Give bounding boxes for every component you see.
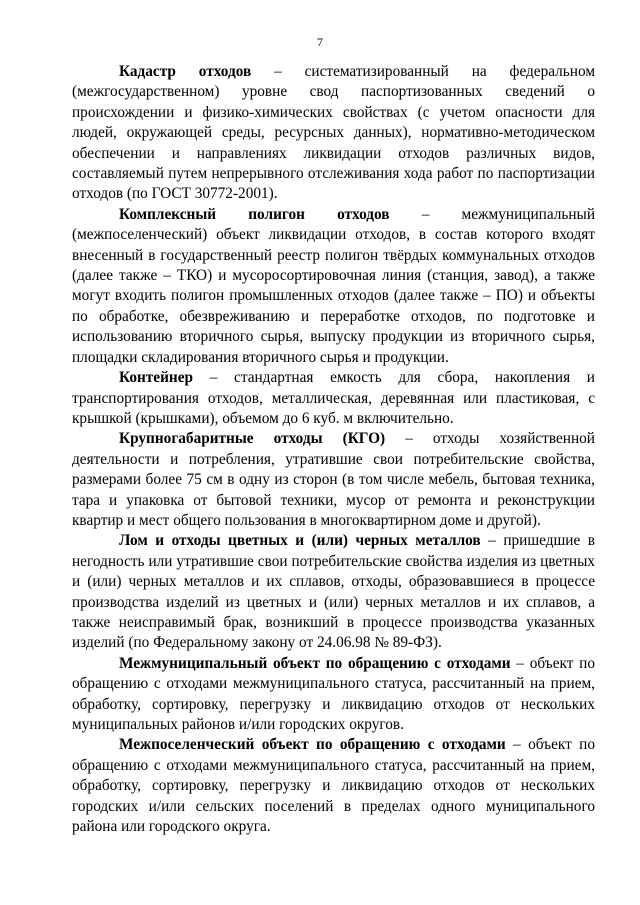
page-number: 7 [317, 35, 323, 49]
defined-term: Межмуниципальный объект по обращению с отходами [119, 654, 511, 672]
definition-text: – межмуниципальный (межпоселенческий) объект ликвидации отходов, в состав которого входят внесенный в государственный реестр полигон твёрдых коммунальных отходов (далее также – ТКО) и мусоросортировочная линия (станция, завод), а также могут входить полигон промышленных отходов (далее также – ПО) и объекты по обработке, обезвреживанию и переработке отходов, по подготовке и использованию вторичного сырья, выпуску продукции из вторичного сырья, площадки складирования вторичного сырья и продукции. [72, 205, 596, 366]
document-body [72, 62, 595, 837]
definition-text: – систематизированный на федеральном (межгосударственном) уровне свод паспортизованных сведений о происхождении и физико-химических свойствах (с учетом опасности для людей, окружающей среды, ресурсных данных), нормативно-методическом обеспечении и направлениях ликвидации отходов различных видов, составляемый путем непрерывного отслеживания хода работ по паспортизации отходов (по ГОСТ 30772-2001). [72, 63, 596, 203]
defined-term: Комплексный полигон отходов [119, 205, 390, 223]
definition-paragraph [72, 62, 595, 205]
definition-paragraph [72, 654, 595, 736]
defined-term: Межпоселенческий объект по обращению с отходами [119, 736, 506, 754]
defined-term: Кадастр отходов [119, 63, 252, 80]
definition-paragraph [72, 368, 595, 429]
definition-paragraph [72, 205, 595, 368]
defined-term: Контейнер [119, 369, 194, 387]
defined-term: Лом и отходы цветных и (или) черных металлов [119, 532, 481, 550]
definition-text: – стандартная емкость для сбора, накопления и транспортирования отходов, металлическая, деревянная или пластиковая, с крышкой (крышками), объемом до 6 куб. м включительно. [72, 369, 595, 427]
definition-paragraph [72, 531, 595, 653]
defined-term: Крупногабаритные отходы (КГО) [119, 430, 386, 448]
definition-text: – отходы хозяйственной деятельности и потребления, утратившие свои потребительские свойства, размерами более 75 см в одну из сторон (в том числе мебель, бытовая техника, тара и упаковка от бытовой техники, мусор от ремонта и реконструкции квартир и мест общего пользования в многоквартирном доме и другой). [72, 430, 595, 529]
definition-text: – пришедшие в негодность или утратившие свои потребительские свойства изделия из цветных и (или) черных металлов и их сплавов, отходы, образовавшиеся в процессе производства изделий из цветных и (или) черных металлов и их сплавов, а также неисправимый брак, возникший в процессе производства указанных изделий (по Федеральному закону от 24.06.98 № 89-ФЗ). [72, 532, 595, 652]
definition-text: – объект по обращению с отходами межмуниципального статуса, рассчитанный на прием, обработку, сортировку, перегрузку и ликвидацию отходов от нескольких муниципальных районов и/или городских округов. [72, 654, 595, 733]
definition-paragraph [72, 429, 595, 531]
definition-text: – объект по обращению с отходами межмуниципального статуса, рассчитанный на прием, обработку, сортировку, перегрузку и ликвидацию отходов от нескольких городских и/или сельских поселений в пределах одного муниципального района или городского округа. [72, 736, 596, 836]
definition-paragraph [72, 735, 595, 837]
